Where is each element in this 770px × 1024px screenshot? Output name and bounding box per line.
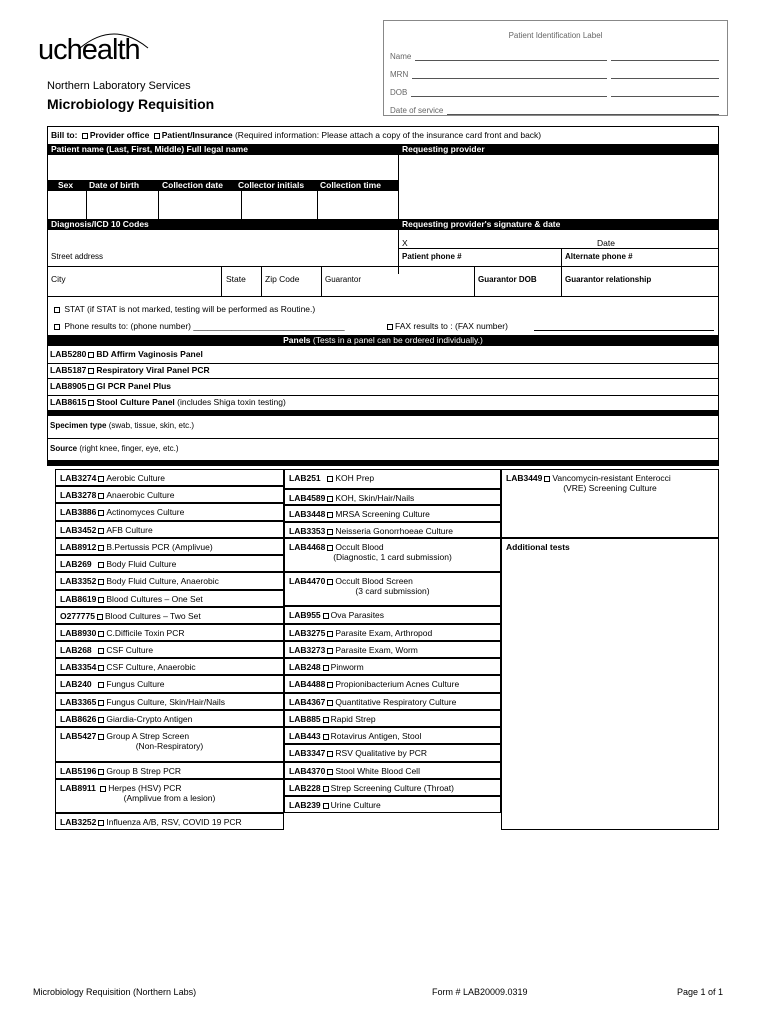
- guarantor-input[interactable]: [322, 285, 474, 296]
- panel-name: Respiratory Viral Panel PCR: [96, 365, 210, 375]
- source-row[interactable]: [50, 443, 179, 454]
- test-item[interactable]: [55, 658, 284, 675]
- patient-phone-input[interactable]: [399, 260, 561, 274]
- page-title: Microbiology Requisition: [47, 96, 215, 112]
- test-name: Group B Strep PCR: [106, 766, 182, 776]
- pid-mrn-label: MRN: [390, 70, 409, 79]
- test-name: AFB Culture: [106, 525, 153, 535]
- test-name: KOH, Skin/Hair/Nails: [335, 493, 415, 503]
- test-item[interactable]: [55, 641, 284, 658]
- test-checkbox[interactable]: [98, 510, 104, 516]
- test-item[interactable]: [55, 675, 284, 693]
- test-name: Rotavirus Antigen, Stool: [330, 731, 422, 741]
- test-code: LAB885: [289, 714, 321, 724]
- test-code: LAB248: [289, 662, 321, 672]
- footer-page: Page 1 of 1: [677, 987, 724, 997]
- test-code: LAB3886: [60, 507, 97, 517]
- test-name: Urine Culture: [330, 800, 381, 810]
- test-name: Occult Blood: [335, 542, 384, 552]
- requesting-provider-label: Requesting provider: [402, 144, 485, 154]
- sex-label: Sex: [58, 180, 74, 190]
- test-code: LAB955: [289, 610, 321, 620]
- test-code: O277775: [60, 611, 95, 621]
- test-code: LAB269: [60, 559, 92, 569]
- test-name: Anaerobic Culture: [106, 490, 175, 500]
- test-name: RSV Qualitative by PCR: [335, 748, 428, 758]
- test-name: CSF Culture, Anaerobic: [106, 662, 196, 672]
- test-sub: (VRE) Screening Culture: [563, 483, 657, 493]
- footer-left: Microbiology Requisition (Northern Labs): [33, 987, 197, 997]
- guarantor-dob-input[interactable]: [475, 285, 561, 296]
- test-code: LAB239: [289, 800, 321, 810]
- test-code: LAB240: [60, 679, 92, 689]
- test-checkbox[interactable]: [327, 476, 333, 482]
- test-checkbox[interactable]: [323, 717, 329, 723]
- test-name: MRSA Screening Culture: [335, 509, 430, 519]
- test-name: Fungus Culture, Skin/Hair/Nails: [106, 697, 225, 707]
- test-name: Propionibacterium Acnes Culture: [335, 679, 460, 689]
- test-checkbox[interactable]: [327, 496, 333, 502]
- stat-checkbox[interactable]: [54, 307, 60, 313]
- test-checkbox[interactable]: [98, 665, 104, 671]
- specimen-divider: [48, 410, 718, 416]
- test-code: LAB4468: [289, 542, 326, 552]
- test-checkbox[interactable]: [98, 769, 104, 775]
- guarantor-relationship-label: Guarantor relationship: [565, 275, 652, 284]
- test-item[interactable]: [284, 796, 501, 813]
- test-name: Neisseria Gonorrhoeae Culture: [335, 526, 454, 536]
- test-item-vre[interactable]: [501, 469, 719, 538]
- fax-results-row: [385, 321, 508, 332]
- test-code: LAB3252: [60, 817, 97, 827]
- specimen-type-row[interactable]: [50, 420, 194, 431]
- panel-checkbox[interactable]: [88, 352, 94, 358]
- test-checkbox[interactable]: [98, 545, 104, 551]
- test-item[interactable]: [284, 641, 501, 658]
- test-item[interactable]: [284, 572, 501, 606]
- test-checkbox[interactable]: [98, 476, 104, 482]
- panel-checkbox[interactable]: [88, 368, 94, 374]
- test-name: Ova Parasites: [330, 610, 385, 620]
- test-item[interactable]: [284, 727, 501, 744]
- test-item[interactable]: [284, 658, 501, 675]
- tests-divider: [48, 460, 718, 466]
- test-code: LAB3449: [506, 473, 543, 483]
- test-name: Blood Cultures – Two Set: [104, 611, 201, 621]
- test-item[interactable]: [284, 489, 501, 505]
- tests-grid: [55, 469, 719, 830]
- diagnosis-input[interactable]: [48, 230, 398, 248]
- pid-mrn-row[interactable]: [390, 67, 719, 79]
- pid-dob-label: DOB: [390, 88, 408, 97]
- test-checkbox[interactable]: [327, 579, 333, 585]
- test-name: Body Fluid Culture, Anaerobic: [106, 576, 219, 586]
- test-item[interactable]: [55, 469, 284, 486]
- test-sub: (Diagnostic, 1 card submission): [333, 552, 452, 562]
- test-checkbox[interactable]: [98, 631, 104, 637]
- test-name: Quantitative Respiratory Culture: [335, 697, 457, 707]
- test-item[interactable]: [55, 727, 284, 762]
- test-sub: (Non-Respiratory): [135, 741, 204, 751]
- footer-form-number: Form # LAB20009.0319: [432, 987, 528, 997]
- pid-dob-row[interactable]: [390, 85, 719, 97]
- test-sub: (3 card submission): [355, 586, 430, 596]
- test-checkbox[interactable]: [327, 512, 333, 518]
- panel-code: LAB5280: [50, 349, 87, 359]
- test-checkbox[interactable]: [98, 579, 104, 585]
- test-checkbox[interactable]: [327, 631, 333, 637]
- alternate-phone-input[interactable]: [562, 260, 718, 274]
- panel-code: LAB8905: [50, 381, 87, 391]
- test-item[interactable]: [284, 675, 501, 693]
- test-name: Actinomyces Culture: [106, 507, 185, 517]
- test-checkbox[interactable]: [98, 597, 104, 603]
- test-code: LAB4589: [289, 493, 326, 503]
- test-code: LAB3365: [60, 697, 97, 707]
- test-item[interactable]: [284, 505, 501, 522]
- collection-time-input[interactable]: [318, 191, 398, 219]
- phone-results-label: Phone results to: (phone number) ________________________________: [64, 321, 345, 331]
- test-name: Body Fluid Culture: [106, 559, 177, 569]
- test-code: LAB4470: [289, 576, 326, 586]
- test-item[interactable]: [55, 813, 284, 830]
- panel-item[interactable]: [50, 365, 210, 376]
- street-label: Street address: [51, 252, 104, 261]
- test-item[interactable]: [55, 503, 284, 521]
- patient-id-label-box: [383, 20, 728, 116]
- panel-item[interactable]: [50, 397, 286, 408]
- test-code: LAB251: [289, 473, 321, 483]
- panels-bar: [48, 335, 718, 346]
- specimen-type-label: Specimen type: [50, 421, 107, 430]
- bill-to-label: Bill to:: [51, 130, 78, 140]
- guarantor-relationship-input[interactable]: [562, 285, 718, 296]
- patient-insurance-label: Patient/Insurance: [161, 130, 233, 140]
- test-name: Vancomycin-resistant Enterocci: [552, 473, 671, 483]
- collection-date-input[interactable]: [159, 191, 241, 219]
- test-checkbox[interactable]: [327, 648, 333, 654]
- additional-tests-label: Additional tests: [506, 542, 570, 552]
- pid-dos-label: Date of service: [390, 106, 444, 115]
- test-checkbox[interactable]: [323, 786, 329, 792]
- pid-name-row[interactable]: [390, 49, 719, 61]
- diagnosis-label: Diagnosis/ICD 10 Codes: [51, 219, 149, 229]
- zip-input[interactable]: [262, 285, 321, 296]
- test-code: LAB4370: [289, 766, 326, 776]
- test-checkbox[interactable]: [544, 476, 550, 482]
- test-code: LAB4367: [289, 697, 326, 707]
- test-name: Occult Blood Screen: [335, 576, 413, 586]
- patient-name-bar: [48, 144, 718, 155]
- test-name: Stool White Blood Cell: [335, 766, 420, 776]
- test-item[interactable]: [55, 555, 284, 572]
- bill-to-note: (Required information: Please attach a copy of the insurance card front and back): [234, 130, 542, 140]
- bill-to-row: [51, 130, 541, 141]
- test-code: LAB8911: [60, 783, 96, 793]
- test-code: LAB5196: [60, 766, 97, 776]
- state-label: State: [226, 274, 246, 284]
- test-item[interactable]: [55, 762, 284, 779]
- test-code: LAB4488: [289, 679, 326, 689]
- dob-input[interactable]: [87, 191, 158, 219]
- requesting-provider-input[interactable]: [399, 155, 718, 219]
- test-name: C.Difficile Toxin PCR: [106, 628, 185, 638]
- test-item[interactable]: [55, 693, 284, 710]
- test-item[interactable]: [284, 606, 501, 624]
- collection-date-label: Collection date: [162, 180, 223, 190]
- source-hint: (right knee, finger, eye, etc.): [79, 444, 179, 453]
- test-checkbox[interactable]: [98, 648, 104, 654]
- test-checkbox[interactable]: [323, 613, 329, 619]
- test-checkbox[interactable]: [98, 682, 104, 688]
- source-label: Source: [50, 444, 78, 453]
- test-checkbox[interactable]: [98, 528, 104, 534]
- test-code: LAB3354: [60, 662, 97, 672]
- signature-input[interactable]: [410, 232, 710, 248]
- test-code: LAB8619: [60, 594, 97, 604]
- phone-results-row: [52, 321, 345, 332]
- test-item[interactable]: [55, 590, 284, 607]
- lab-services: Northern Laboratory Services: [47, 80, 191, 92]
- test-code: LAB8912: [60, 542, 97, 552]
- test-name: Giardia-Crypto Antigen: [106, 714, 193, 724]
- panel-code: LAB5187: [50, 365, 87, 375]
- test-code: LAB3274: [60, 473, 97, 483]
- test-checkbox[interactable]: [97, 614, 103, 620]
- test-name: KOH Prep: [335, 473, 375, 483]
- panel-name: GI PCR Panel Plus: [96, 381, 172, 391]
- panel-checkbox[interactable]: [88, 384, 94, 390]
- test-item[interactable]: [55, 779, 284, 813]
- test-item[interactable]: [284, 624, 501, 641]
- test-code: LAB228: [289, 783, 321, 793]
- test-item[interactable]: [284, 693, 501, 710]
- test-sub: (Amplivue from a lesion): [123, 793, 216, 803]
- test-checkbox[interactable]: [327, 545, 333, 551]
- patient-insurance-checkbox[interactable]: [154, 133, 160, 139]
- city-label: City: [51, 274, 66, 284]
- demographics-bar: [48, 180, 399, 191]
- test-name: Parasite Exam, Arthropod: [335, 628, 433, 638]
- test-checkbox[interactable]: [327, 769, 333, 775]
- test-item[interactable]: [284, 469, 501, 489]
- provider-office-label: Provider office: [89, 130, 150, 140]
- test-name: Pinworm: [330, 662, 364, 672]
- test-item[interactable]: [284, 710, 501, 727]
- test-code: LAB268: [60, 645, 92, 655]
- stat-row: [52, 304, 315, 315]
- test-item[interactable]: [55, 538, 284, 555]
- panel-note: (includes Shiga toxin testing): [177, 397, 286, 407]
- state-input[interactable]: [222, 285, 261, 296]
- test-item[interactable]: [55, 624, 284, 641]
- panel-code: LAB8615: [50, 397, 87, 407]
- panels-note: (Tests in a panel can be ordered individually.): [312, 335, 483, 345]
- pid-dos-row[interactable]: [390, 103, 719, 115]
- specimen-type-hint: (swab, tissue, skin, etc.): [108, 421, 195, 430]
- sex-input[interactable]: [48, 191, 86, 219]
- test-name: Influenza A/B, RSV, COVID 19 PCR: [106, 817, 242, 827]
- collector-initials-input[interactable]: [242, 191, 317, 219]
- test-item[interactable]: [55, 710, 284, 727]
- test-checkbox[interactable]: [98, 493, 104, 499]
- test-code: LAB3273: [289, 645, 326, 655]
- test-checkbox[interactable]: [323, 734, 329, 740]
- test-checkbox[interactable]: [98, 700, 104, 706]
- panels-title: Panels: [283, 335, 311, 345]
- test-code: LAB5427: [60, 731, 97, 741]
- test-code: LAB3352: [60, 576, 97, 586]
- fax-results-label: FAX results to : (FAX number): [395, 321, 508, 331]
- test-checkbox[interactable]: [323, 665, 329, 671]
- test-code: LAB3452: [60, 525, 97, 535]
- test-name: Fungus Culture: [106, 679, 165, 689]
- provider-office-checkbox[interactable]: [82, 133, 88, 139]
- test-name: Strep Screening Culture (Throat): [330, 783, 454, 793]
- signature-x: X: [402, 238, 408, 248]
- test-checkbox[interactable]: [98, 562, 104, 568]
- test-item[interactable]: [284, 538, 501, 572]
- test-name: Group A Strep Screen: [106, 731, 190, 741]
- test-code: LAB3278: [60, 490, 97, 500]
- stat-label: STAT (if STAT is not marked, testing will be performed as Routine.): [64, 304, 316, 314]
- test-item[interactable]: [55, 521, 284, 538]
- test-checkbox[interactable]: [327, 529, 333, 535]
- panel-checkbox[interactable]: [88, 400, 94, 406]
- pid-name-label: Name: [390, 52, 412, 61]
- test-name: CSF Culture: [106, 645, 154, 655]
- zip-label: Zip Code: [265, 274, 300, 284]
- test-name: B.Pertussis PCR (Amplivue): [106, 542, 213, 552]
- test-checkbox[interactable]: [98, 717, 104, 723]
- test-checkbox[interactable]: [323, 803, 329, 809]
- diagnosis-bar: [48, 219, 718, 230]
- patient-name-input[interactable]: [48, 155, 398, 180]
- test-checkbox[interactable]: [100, 786, 106, 792]
- phone-results-checkbox[interactable]: [54, 324, 60, 330]
- collector-initials-label: Collector initials: [238, 180, 305, 190]
- test-checkbox[interactable]: [327, 700, 333, 706]
- test-code: LAB3353: [289, 526, 326, 536]
- guarantor-label: Guarantor: [325, 275, 362, 284]
- signature-label: Requesting provider's signature & date: [402, 219, 561, 229]
- test-name: Rapid Strep: [330, 714, 376, 724]
- test-name: Blood Cultures – One Set: [106, 594, 203, 604]
- panel-item[interactable]: [50, 349, 203, 360]
- test-item[interactable]: [55, 572, 284, 590]
- uchealth-logo: uchealth: [38, 34, 140, 66]
- panel-name: BD Affirm Vaginosis Panel: [96, 349, 203, 359]
- street-input[interactable]: [48, 248, 398, 266]
- panel-item[interactable]: [50, 381, 171, 392]
- test-item[interactable]: [284, 762, 501, 779]
- test-code: LAB8626: [60, 714, 97, 724]
- requisition-form: [47, 126, 719, 466]
- fax-results-checkbox[interactable]: [387, 324, 393, 330]
- test-code: LAB443: [289, 731, 321, 741]
- test-item[interactable]: [55, 607, 284, 624]
- patient-id-label-title: Patient Identification Label: [508, 31, 603, 40]
- test-item[interactable]: [284, 744, 501, 762]
- dob-label: Date of birth: [89, 180, 140, 190]
- alternate-phone-label: Alternate phone #: [565, 252, 633, 261]
- additional-tests-box[interactable]: [501, 538, 719, 830]
- test-name: Aerobic Culture: [106, 473, 165, 483]
- test-item[interactable]: [55, 486, 284, 503]
- test-code: LAB8930: [60, 628, 97, 638]
- collection-time-label: Collection time: [320, 180, 381, 190]
- signature-date-label: Date: [597, 238, 615, 248]
- test-code: LAB3448: [289, 509, 326, 519]
- test-name: Parasite Exam, Worm: [335, 645, 418, 655]
- test-checkbox[interactable]: [327, 751, 333, 757]
- patient-name-label: Patient name (Last, First, Middle) Full legal name: [51, 144, 248, 154]
- guarantor-dob-label: Guarantor DOB: [478, 275, 537, 284]
- test-checkbox[interactable]: [327, 682, 333, 688]
- panel-name: Stool Culture Panel: [96, 397, 175, 407]
- test-checkbox[interactable]: [98, 820, 104, 826]
- test-name: Herpes (HSV) PCR: [108, 783, 182, 793]
- test-item[interactable]: [284, 522, 501, 538]
- city-input[interactable]: [48, 285, 221, 296]
- test-item[interactable]: [284, 779, 501, 796]
- test-checkbox[interactable]: [98, 734, 104, 740]
- test-code: LAB3347: [289, 748, 326, 758]
- patient-phone-label: Patient phone #: [402, 252, 462, 261]
- test-code: LAB3275: [289, 628, 326, 638]
